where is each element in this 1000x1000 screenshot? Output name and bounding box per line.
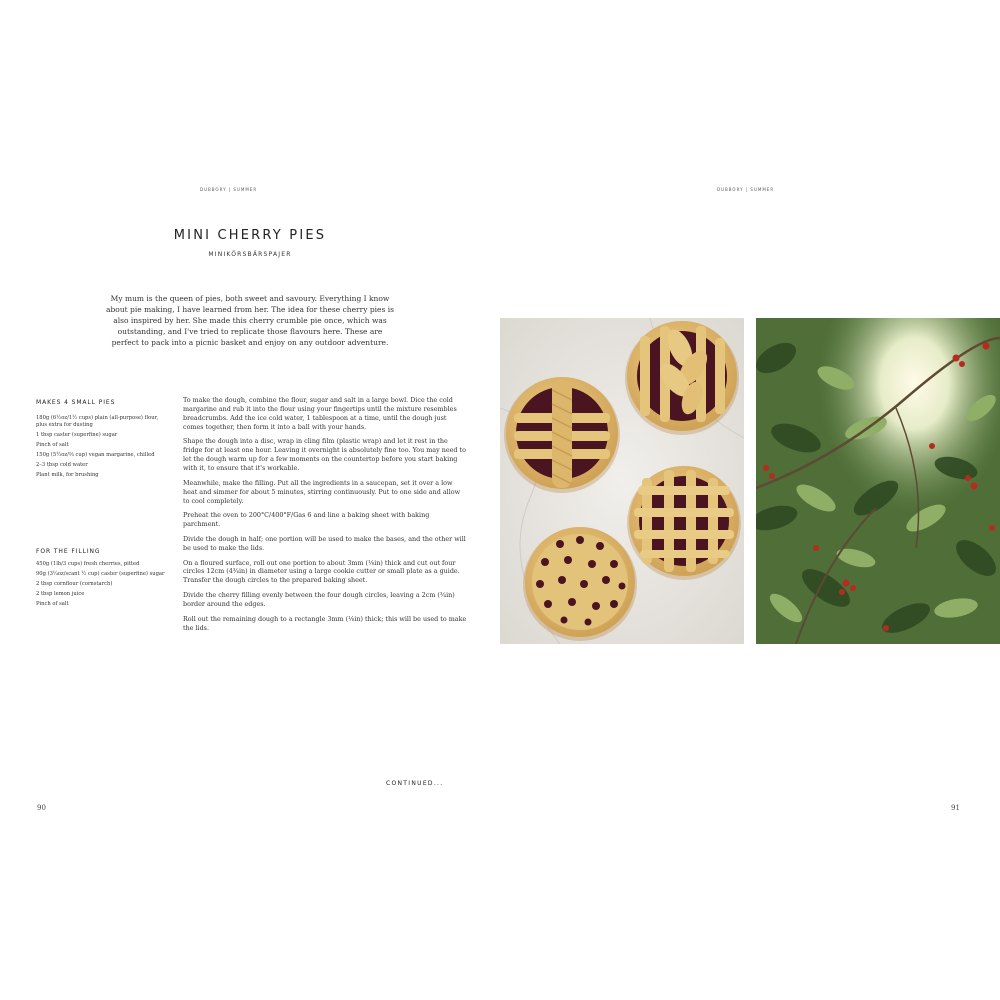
recipe-intro: My mum is the queen of pies, both sweet and savoury. Everything I know about pie making, I have learned from her. The idea for these cherry pies is also inspired by her. She made this cherry crumble pie once, which was outstanding, and I've tried to replicate those flavours here. These are perfect to pack into a picnic basket and enjoy on any outdoor adventure. xyxy=(106,294,394,347)
page-number-left: 90 xyxy=(37,804,46,812)
ingredient-item: 1 tbsp caster (superfine) sugar xyxy=(36,432,118,439)
method-step: Meanwhile, make the filling. Put all the ingredients in a saucepan, set it over a low heat and simmer for about 5 minutes, stirring continuously. Put to one side and allow to cool completely. xyxy=(183,478,461,505)
ingredient-item: 90g (3¼oz/scant ½ cup) caster (superfine) sugar xyxy=(36,571,165,577)
running-header-right: DUBBORY | SUMMER xyxy=(717,187,775,192)
pies-illustration xyxy=(500,318,744,644)
continued-label: CONTINUED... xyxy=(386,780,444,787)
ingredient-item: 450g (1lb/3 cups) fresh cherries, pitted xyxy=(36,561,140,567)
pies-photo xyxy=(500,318,744,644)
method-step: Divide the cherry filling evenly between the four dough circles, leaving a 2cm (¾in) border around the edges. xyxy=(183,591,455,608)
yield-heading: MAKES 4 SMALL PIES xyxy=(36,399,116,406)
method-step: Divide the dough in half; one portion will be used to make the bases, and the other will be used to make the lids. xyxy=(183,534,466,552)
method-step: Preheat the oven to 200°C/400°F/Gas 6 and line a baking sheet with baking parchment. xyxy=(183,511,430,529)
ingredient-item: 150g (5½oz/⅔ cup) vegan margarine, chilled xyxy=(36,452,155,459)
ingredient-item: Plant milk, for brushing xyxy=(36,472,99,479)
running-header-left: DUBBORY | SUMMER xyxy=(200,187,258,192)
cherry-tree-photo xyxy=(756,318,1000,644)
method-step: Roll out the remaining dough to a rectangle 3mm (⅛in) thick; this will be used to make the lids. xyxy=(183,614,467,632)
dough-ingredients-list xyxy=(36,415,166,482)
method-step: Shape the dough into a disc, wrap in cling film (plastic wrap) and let it rest in the fridge for at least one hour. Leaving it overnight is absolutely fine too. You may need to let the dough warm up for a few moments on the countertop before you start baking with it, to ensure that it's workable. xyxy=(183,437,466,473)
braided-pie xyxy=(504,377,620,493)
ingredient-item: 180g (6½oz/1½ cups) plain (all-purpose) flour, plus extra for dusting xyxy=(36,415,159,429)
method-step: To make the dough, combine the flour, sugar and salt in a large bowl. Dice the cold margarine and rub it into the flour using your fingertips until the mixture resembles breadcrumbs. Add the ice cold water, 1 tablespoon at a time, until the dough just comes together, then form it into a ball with your hands. xyxy=(183,396,457,431)
method-step: On a floured surface, roll out one portion to about 3mm (⅛in) thick and cut out four circles 12cm (4¾in) in diameter using a large cookie cutter or small plate as a guide. Transfer the dough circles to the prepared baking sheet. xyxy=(183,558,460,585)
recipe-title: MINI CHERRY PIES xyxy=(173,228,327,243)
ingredient-item: 2–3 tbsp cold water xyxy=(36,462,88,469)
ingredient-item: 2 tbsp lemon juice xyxy=(36,591,85,597)
method-steps xyxy=(183,396,468,638)
ingredient-item: Pinch of salt xyxy=(36,601,69,607)
recipe-subtitle: MINIKÖRSBÄRSPAJER xyxy=(208,251,292,258)
filling-heading: FOR THE FILLING xyxy=(36,548,101,555)
lattice-pie xyxy=(627,466,741,580)
leaf-pie xyxy=(625,321,739,435)
cherry-tree-illustration xyxy=(756,318,1000,644)
page-number-right: 91 xyxy=(951,804,960,812)
dotted-pie xyxy=(523,527,637,641)
ingredient-item: 2 tbsp cornflour (cornstarch) xyxy=(36,581,113,587)
ingredient-item: Pinch of salt xyxy=(36,442,69,449)
filling-ingredients-list xyxy=(36,561,166,611)
